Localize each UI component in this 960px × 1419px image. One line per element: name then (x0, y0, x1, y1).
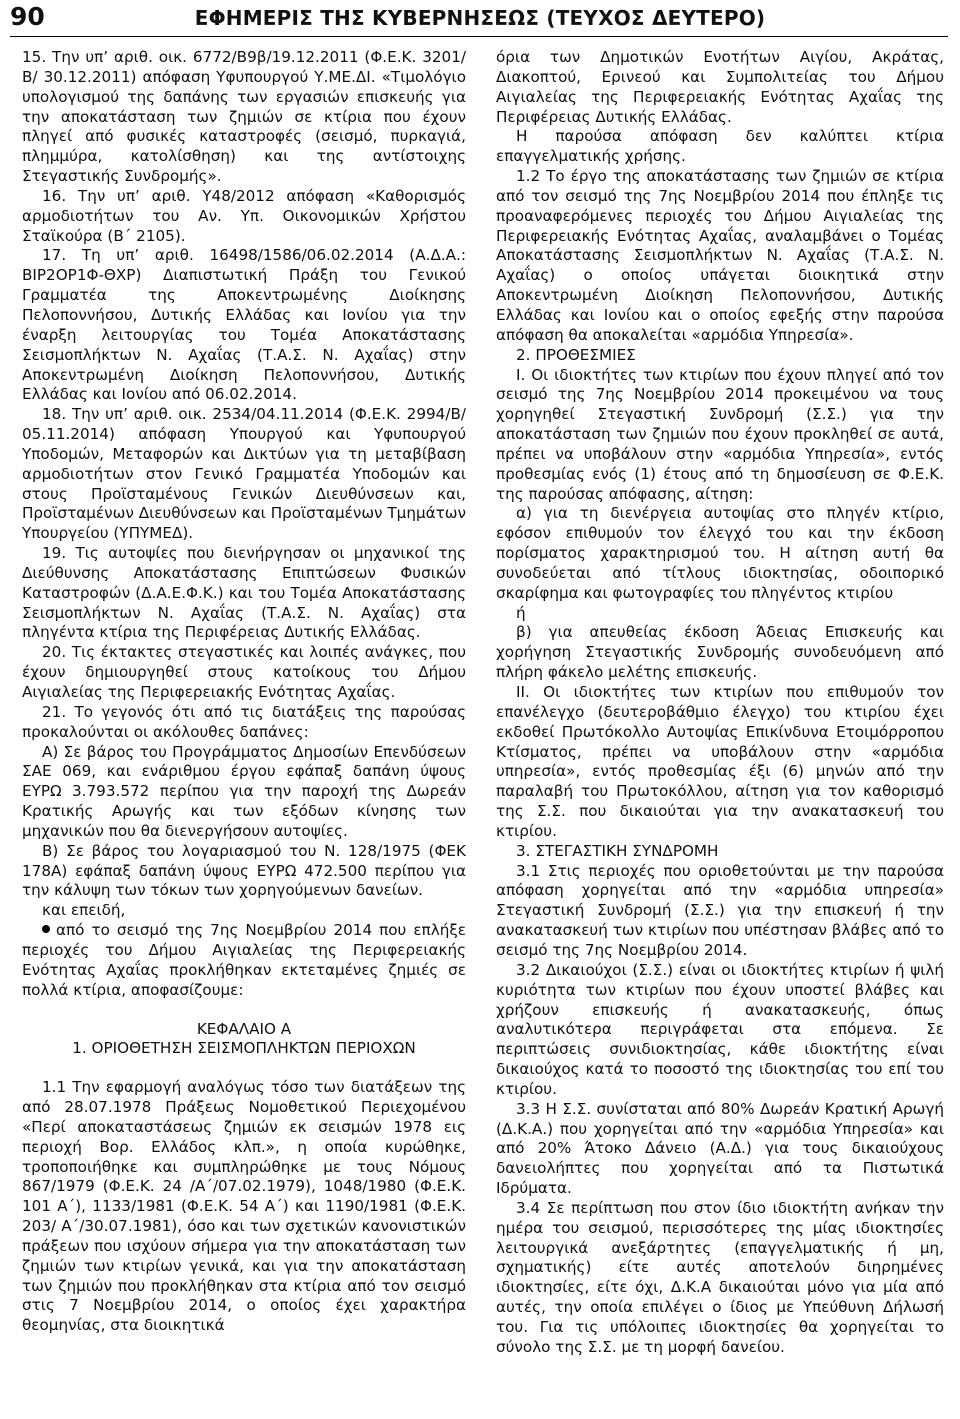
section-heading: 3. ΣΤΕΓΑΣΤΙΚΗ ΣΥΝΔΡΟΜΗ (516, 841, 719, 860)
paragraph: Β) Σε βάρος του λογαριασμού του Ν. 128/1975 (ΦΕΚ 178Α) εφάπαξ δαπάνη ύψους ΕΥΡΩ 472.500 περίπου για την κάλυψη των τόκων των χορηγούμενων δανείων. (22, 841, 466, 900)
header-rule (10, 36, 948, 37)
paragraph: 19. Τις αυτοψίες που διενήργησαν οι μηχανικοί της Διεύθυνσης Αποκατάστασης Επιπτώσεων Φυσικών Καταστροφών (Δ.Α.Ε.Φ.Κ.) και του Τομέα Αποκατάστασης Σεισμοπλήκτων Ν. Αχαΐας (Τ.Α.Σ. Ν. Αχαΐας) στα πληγέντα κτίρια της Περιφέρειας Δυτικής Ελλάδας. (22, 544, 466, 642)
section-heading: 1. ΟΡΙΟΘΕΤΗΣΗ ΣΕΙΣΜΟΠΛΗΚΤΩΝ ΠΕΡΙΟΧΩΝ (72, 1039, 416, 1058)
paragraph: 3.1 Στις περιοχές που οριοθετούνται με την παρούσα απόφαση χορηγείται από την «αρμόδια υπηρεσία» Στεγαστική Συνδρομή (Σ.Σ.) για την επισκευή ή την ανακατασκευή των κτιρίων που υπέστησαν βλάβες από το σεισμό της 7ης Νοεμβρίου 2014. (496, 861, 944, 959)
paragraph: 20. Τις έκτακτες στεγαστικές και λοιπές ανάγκες, που έχουν δημιουργηθεί στους κατοίκους του Δήμου Αιγιαλείας της Περιφερειακής Ενότητας Αχαΐας. (22, 643, 466, 701)
paragraph: β) για απευθείας έκδοση Άδειας Επισκευής και χορήγηση Στεγαστικής Συνδρομής συνοδευόμενη από πλήρη φάκελο μελέτης επισκευής. (496, 623, 944, 682)
paragraph: 3.2 Δικαιούχοι (Σ.Σ.) είναι οι ιδιοκτήτες κτιρίων ή ψιλή κυριότητα των κτιρίων που έχουν υποστεί βλάβες και χρήζουν επισκευής ή ανακατασκευής, όπως αναλυτικότερα περιγράφεται στα επόμενα. Σε περιπτώσεις συνιδιοκτησίας, κάθε ιδιοκτήτης είναι δικαιούχος κατά το ποσοστό της ιδιοκτησίας του επί του κτιρίου. (496, 960, 944, 1098)
paragraph: 1.2 Το έργο της αποκατάστασης των ζημιών σε κτίρια από τον σεισμό της 7ης Νοεμβρίου 2014 που έπληξε τις προαναφερόμενες περιοχές του Δήμου Αιγιαλείας της Περιφερειακής Ενότητας Αχαΐας, αναλαμβάνει ο Τομέας Αποκατάστασης Σεισμοπλήκτων Ν. Αχαΐας (Τ.Α.Σ. Ν. Αχαΐας) ο οποίος υπάγεται διοικητικά στην Αποκεντρωμένη Διοίκηση Πελοποννήσου, Δυτικής Ελλάδας και Ιονίου και ο οποίος εφεξής στην παρούσα απόφαση θα αποκαλείται «αρμόδια Υπηρεσία». (496, 167, 944, 344)
paragraph: και επειδή, (42, 901, 126, 920)
page-number: 90 (10, 2, 45, 31)
left-column (22, 48, 466, 1336)
paragraph: όρια των Δημοτικών Ενοτήτων Αιγίου, Ακράτας, Διακοπτού, Ερινεού και Συμπολιτείας του Δήμου Αιγιαλείας της Περιφερειακής Ενότητας Αχαΐας της Περιφέρειας Δυτικής Ελλάδας. (496, 48, 944, 126)
paragraph: 3.4 Σε περίπτωση που στον ίδιο ιδιοκτήτη ανήκαν την ημέρα του σεισμού, περισσότερες της μίας ιδιοκτησίες λειτουργικά ανεξάρτητες (επαγγελματικής ή μη, σχηματικής) είτε αυτές αποτελούν διηρημένες ιδιοκτησίες, είτε όχι, Δ.Κ.Α δικαιούται μόνο για μία από αυτές, την οποία επιλέγει ο ίδιος με Υπεύθυνη Δήλωσή του. Για τις υπόλοιπες ιδιοκτησίες θα χορηγείται το σύνολο της Σ.Σ. με τη μορφή δανείου. (496, 1198, 944, 1356)
paragraph: 18. Την υπ’ αριθ. οικ. 2534/04.11.2014 (Φ.Ε.Κ. 2994/Β/ 05.11.2014) απόφαση Υπουργού και Υφυπουργού Υποδομών, Μεταφορών και Δικτύων για τη μεταβίβαση αρμοδιοτήτων στον Γενικό Γραμματέα Υποδομών και στους Προϊσταμένους Γενικών Διευθύνσεων και, Προϊσταμένων Διευθύνσεων και Προϊσταμένων Τμημάτων Υπουργείου (ΥΠΥΜΕΔ). (22, 405, 466, 543)
paragraph: 3.3 Η Σ.Σ. συνίσταται από 80% Δωρεάν Κρατική Αρωγή (Δ.Κ.Α.) που χορηγείται από την «αρμόδια Υπηρεσία» και από 20% Άτοκο Δάνειο (Α.Δ.) για τους δικαιούχους δανειολήπτες που χορηγείται από τα Πιστωτικά Ιδρύματα. (496, 1099, 944, 1198)
bullet-icon (42, 925, 50, 933)
paragraph: 16. Την υπ’ αριθ. Υ48/2012 απόφαση «Καθορισμός αρμοδιοτήτων του Αν. Υπ. Οικονομικών Χρήστου Σταϊκούρα (Β΄ 2105). (22, 186, 466, 245)
running-title: ΕΦΗΜΕΡΙΣ ΤΗΣ ΚΥΒΕΡΝΗΣΕΩΣ (ΤΕΥΧΟΣ ΔΕΥΤΕΡΟ) (194, 6, 766, 30)
paragraph: 17. Τη υπ’ αριθ. 16498/1586/06.02.2014 (Α.Δ.Α.: ΒΙΡ2ΟΡ1Φ-ΘΧΡ) Διαπιστωτική Πράξη του Γενικού Γραμματέα της Αποκεντρωμένης Διοίκησης Πελοποννήσου, Δυτικής Ελλάδας και Ιονίου για την έναρξη λειτουργίας του Τομέα Αποκατάστασης Σεισμοπλήκτων Ν. Αχαΐας (Τ.Α.Σ. Ν. Αχαΐας) στην Αποκεντρωμένη Διοίκηση Πελοποννήσου, Δυτικής Ελλάδας και Ιονίου από 06.02.2014. (22, 246, 466, 404)
right-column (496, 48, 944, 1358)
paragraph: Α) Σε βάρος του Προγράμματος Δημοσίων Επενδύσεων ΣΑΕ 069, και ενάριθμου έργου εφάπαξ δαπάνη ύψους ΕΥΡΩ 3.793.572 περίπου για την παροχή της Δωρεάν Κρατικής Αρωγής και των εξόδων κίνησης των μηχανικών που θα διενεργήσουν αυτοψίες. (22, 742, 466, 840)
section-heading: 2. ΠΡΟΘΕΣΜΙΕΣ (516, 345, 636, 364)
paragraph: 15. Την υπ’ αριθ. οικ. 6772/Β9β/19.12.2011 (Φ.Ε.Κ. 3201/Β/ 30.12.2011) απόφαση Υφυπουργού Υ.ΜΕ.ΔΙ. «Τιμολόγιο υπολογισμού της δαπάνης των εργασιών επισκευής για την αποκατάσταση των ζημιών σε κτίρια που έχουν πληγεί από φυσικές καταστροφές (σεισμό, πυρκαγιά, πλημμύρα, κατολίσθηση) και της αντίστοιχης Στεγαστικής Συνδρομής». (22, 48, 466, 186)
paragraph: Ι. Οι ιδιοκτήτες των κτιρίων που έχουν πληγεί από τον σεισμό της 7ης Νοεμβρίου 2014 προκειμένου να τους χορηγηθεί Στεγαστική Συνδρομή (Σ.Σ.) για την αποκατάσταση των ζημιών που έχουν προκληθεί σε αυτά, πρέπει να υποβάλουν στην «αρμόδια Υπηρεσία», εντός προθεσμίας ενός (1) έτους από τη δημοσίευση σε Φ.Ε.Κ. της παρούσας απόφασης, αίτηση: (496, 365, 944, 503)
page-header (0, 0, 960, 40)
chapter-heading: ΚΕΦΑΛΑΙΟ Α (196, 1019, 292, 1038)
paragraph: 21. Το γεγονός ότι από τις διατάξεις της παρούσας προκαλούνται οι ακόλουθες δαπάνες: (22, 702, 466, 741)
paragraph: α) για τη διενέργεια αυτοψίας στο πληγέν κτίριο, εφόσον επιθυμούν τον έλεγχό του και την έκδοση πορίσματος χαρακτηρισμού του. Η αίτηση αυτή θα συνοδεύεται από τίτλους ιδιοκτησίας, οδοιπορικό σκαρίφημα και φωτογραφίες του πληγέντος κτιρίου (496, 504, 944, 602)
paragraph: Η παρούσα απόφαση δεν καλύπτει κτίρια επαγγελματικής χρήσης. (496, 127, 944, 166)
paragraph: ή (516, 603, 526, 622)
paragraph: ΙΙ. Οι ιδιοκτήτες των κτιρίων που επιθυμούν τον επανέλεγχο (δευτεροβάθμιο έλεγχο) του κτιρίου έχει εκδοθεί Πρωτόκολλο Αυτοψίας Επικίνδυνα Ετοιμόρροπου Κτίσματος, πρέπει να υποβάλουν στην «αρμόδια υπηρεσία», εντός προθεσμίας έξι (6) μηνών από την παραλαβή του Πρωτοκόλλου, αίτηση για τον καθορισμό της Σ.Σ. που δικαιούται για την ανακατασκευή του κτιρίου. (496, 683, 944, 840)
bullet-paragraph (22, 921, 466, 1000)
bullet-text: από το σεισμό της 7ης Νοεμβρίου 2014 που επλήξε περιοχές του Δήμου Αιγιαλείας της Περιφερειακής Ενότητας Αχαΐας προκλήθηκαν εκτεταμένες ζημιές σε πολλά κτίρια, αποφασίζουμε: (22, 921, 466, 999)
paragraph: 1.1 Την εφαρμογή αναλόγως τόσο των διατάξεων της από 28.07.1978 Πράξεως Νομοθετικού Περιεχομένου «Περί αποκαταστάσεως ζημιών εκ σεισμών 1978 εις περιοχή Βορ. Ελλάδος κλπ.», η οποία κυρώθηκε, τροποποιήθηκε και συμπληρώθηκε με τους Νόμους 867/1979 (Φ.Ε.Κ. 24 /Α΄/07.02.1979), 1048/1980 (Φ.Ε.Κ. 101 Α΄), 1133/1981 (Φ.Ε.Κ. 54 Α΄) και 1190/1981 (Φ.Ε.Κ. 203/ Α΄/30.07.1981), όσο και των σχετικών κανονιστικών πράξεων που ισχύουν σήμερα για την αποκατάσταση των ζημιών των κτιρίων γενικά, και για την αποκατάσταση των ζημιών που προκλήθηκαν στα κτίρια από τον σεισμό στις 7 Νοεμβρίου 2014, ο οποίος έχει χαρακτήρα θεομηνίας, στα διοικητικά (22, 1078, 466, 1335)
